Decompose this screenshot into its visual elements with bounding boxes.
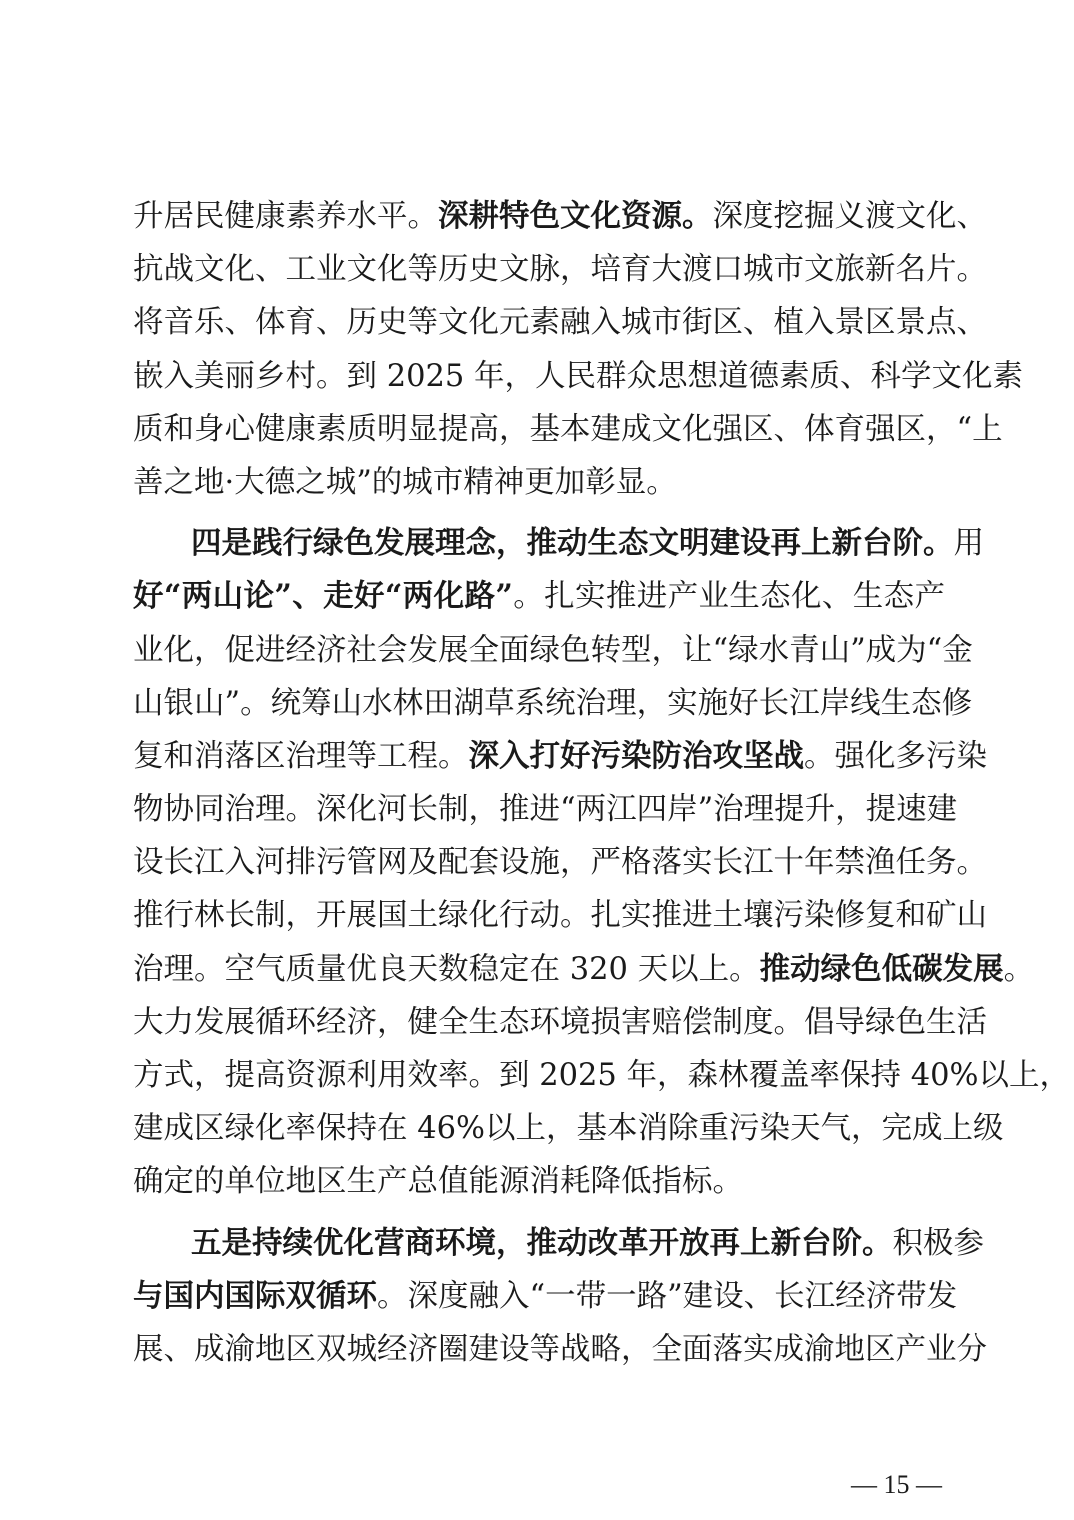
text-run: 建成区绿化率保持在 46%以上，基本消除重污染天气，完成上级: [133, 1111, 1004, 1147]
text-run: 。强化多污染: [804, 738, 987, 774]
text-line: [133, 570, 945, 623]
text-line: [133, 1049, 1070, 1102]
text-run: 确定的单位地区生产总值能源消耗降低指标。: [133, 1164, 743, 1200]
bold-text-run: 推动绿色低碳发展: [759, 950, 1004, 987]
text-line: [133, 730, 987, 783]
text-run: 用: [953, 526, 984, 562]
text-line: [133, 243, 987, 296]
bold-text-run: 好“两山论”、走好“两化路”: [133, 578, 513, 615]
text-run: 。: [1003, 951, 1035, 987]
text-line: [133, 1270, 958, 1323]
text-line: [133, 350, 1024, 403]
text-line: [133, 783, 958, 836]
text-run: 将音乐、体育、历史等文化元素融入城市街区、植入景区景点、: [133, 305, 987, 341]
text-run: 山银山”。统筹山水林田湖草系统治理，实施好长江岸线生态修: [133, 685, 973, 721]
text-run: 质和身心健康素质明显提高，基本建成文化强区、体育强区，“上: [133, 411, 1003, 447]
text-line: [133, 296, 987, 349]
text-run: 展、成渝地区双城经济圈建设等战略，全面落实成渝地区产业分: [133, 1331, 987, 1367]
text-run: 。扎实推进产业生态化、生态产: [512, 579, 945, 615]
text-run: 业化，促进经济社会发展全面绿色转型，让“绿水青山”成为“金: [133, 632, 973, 668]
bold-text-run: 与国内国际双循环: [133, 1277, 377, 1314]
paragraph-gap: [133, 509, 945, 517]
text-run: 方式，提高资源利用效率。到 2025 年，森林覆盖率保持 40%以上，: [133, 1058, 1070, 1093]
bold-text-run: 四是践行绿色发展理念，推动生态文明建设再上新台阶。: [191, 525, 954, 562]
text-line: [133, 1217, 984, 1270]
text-run: 大力发展循环经济，健全生态环境损害赔偿制度。倡导绿色生活: [133, 1004, 987, 1040]
text-run: 物协同治理。深化河长制，推进“两江四岸”治理提升，提速建: [133, 792, 958, 828]
text-run: 治理。空气质量优良天数稳定在 320 天以上。: [133, 951, 760, 987]
paragraph-gap: [133, 1209, 945, 1217]
text-line: [133, 889, 987, 942]
text-line: [133, 1155, 945, 1208]
text-line: [133, 517, 984, 570]
text-line: [133, 836, 987, 889]
text-run: 推行林长制，开展国土绿化行动。扎实推进土壤污染修复和矿山: [133, 898, 987, 934]
text-line: [133, 1323, 987, 1376]
text-run: 。深度融入“一带一路”建设、长江经济带发: [377, 1278, 958, 1314]
page-number: — 15 —: [851, 1470, 942, 1499]
text-run: 积极参: [892, 1225, 984, 1261]
text-line: [133, 403, 1003, 456]
bold-text-run: 深入打好污染防治攻坚战: [468, 737, 804, 774]
text-run: 善之地·大德之城”的城市精神更加彰显。: [133, 464, 677, 500]
text-run: 复和消落区治理等工程。: [133, 738, 469, 774]
text-line: [133, 1102, 1004, 1155]
body-text: [133, 190, 1070, 1376]
text-run: 嵌入美丽乡村。到 2025 年，人民群众思想道德素质、科学文化素: [133, 358, 1024, 394]
text-line: [133, 996, 987, 1049]
text-line: [133, 624, 973, 677]
bold-text-run: 五是持续优化营商环境，推动改革开放再上新台阶。: [191, 1224, 893, 1261]
text-run: 升居民健康素养水平。: [133, 199, 438, 234]
text-line: [133, 677, 973, 730]
text-run: 抗战文化、工业文化等历史文脉，培育大渡口城市文旅新名片。: [133, 252, 987, 288]
text-line: [133, 456, 945, 509]
text-run: 设长江入河排污管网及配套设施，严格落实长江十年禁渔任务。: [133, 845, 987, 881]
text-line: [133, 943, 1035, 996]
text-line: [133, 190, 987, 243]
bold-text-run: 深耕特色文化资源。: [438, 198, 713, 234]
text-run: 深度挖掘义渡文化、: [712, 199, 987, 234]
